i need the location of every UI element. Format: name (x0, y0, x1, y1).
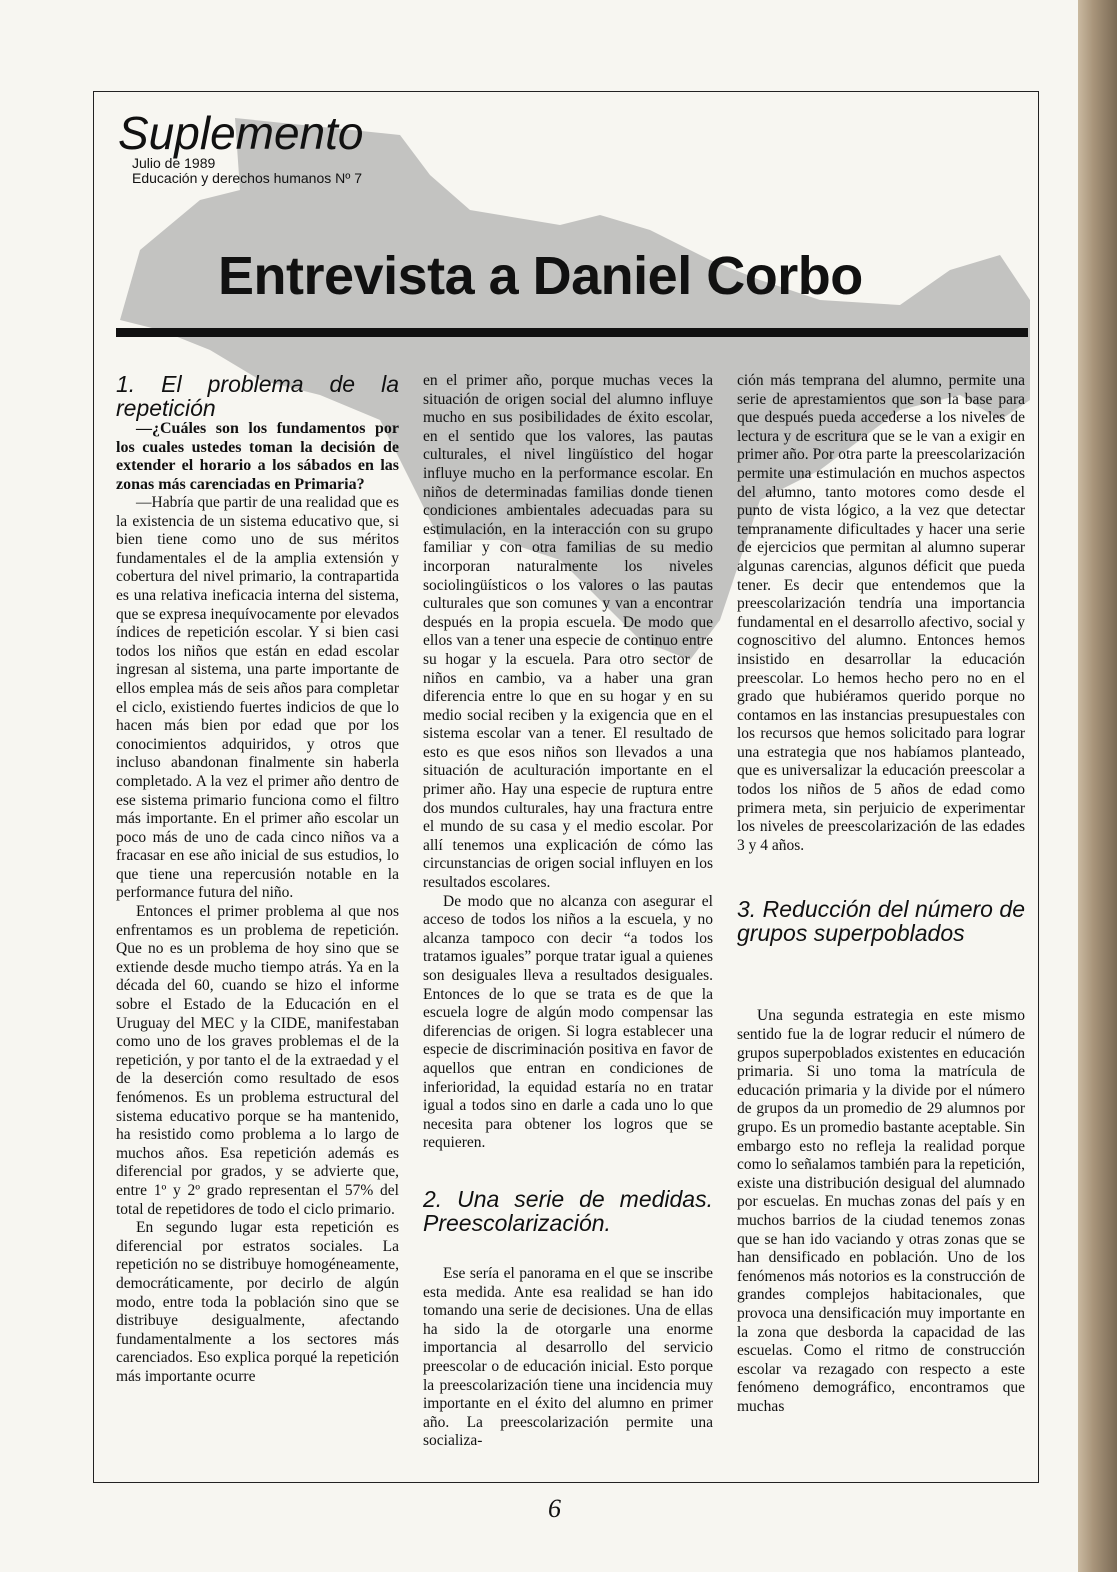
section-3-title: 3. Reducción del número de grupos superpoblados (737, 896, 1025, 947)
masthead (118, 107, 364, 186)
paragraph: ción más temprana del alumno, permite una serie de aprestamientos que son la base para que después pueda accederse a los niveles de lectura y de escritura que se le van a exigir en primer año. Por otra parte la preescolarización permite una estimulación en muchos aspectos del alumno, tanto motores como desde el punto de vista lógico, a la vez que detectar tempranamente dificultades y hacer una serie de ejercicios que permitan al alumno superar algunas carencias, algunos déficit que pueda tener. Es decir que entendemos que la preescolarización tendría una importancia fundamental en el desarrollo afectivo, social y cognoscitivo del alumno. Entonces hemos insistido en desarrollar la educación preescolar. Lo hemos hecho pero no en el grado que hubiéramos querido porque no contamos en las instancias presupuestales con los recursos que hemos solicitado para lograr una estrategia que nos habíamos planteado, que es universalizar la educación preescolar a todos los niños de 5 años de edad como primera meta, sin perjuicio de experimentar los niveles de preescolarización de las edades 3 y 4 años. (737, 372, 1025, 854)
paragraph: En segundo lugar esta repetición es diferencial por estratos sociales. La repetición no se distribuye homogéneamente, democráticamente, por decirlo de algún modo, entre toda la población sino que se distribuye desigualmente, afectando fundamentalmente a los sectores más carenciados. Eso explica porqué la repetición más importante ocurre (116, 1219, 399, 1385)
article-headline: Entrevista a Daniel Corbo (218, 246, 863, 306)
paragraph: en el primer año, porque muchas veces la situación de origen social del alumno influye mucho en sus posibilidades de éxito escolar, en el sentido que los valores, las pautas culturales, el nivel lingüístico del hogar influye mucho en la performance escolar. En niños de determinadas familias donde tienen condiciones ambientales adecuadas para su estimulación, en la interacción con su grupo familiar y con otra familias de su medio incorporan naturalmente los niveles sociolingüísticos o los valores o las pautas culturales que son comunes y van a encontrar después en la propia escuela. De modo que ellos van a tener una especie de continuo entre su hogar y la escuela. Para otro sector de niños en cambio, va a haber una gran diferencia entre lo que en su hogar y en su medio social reciben y la exigencia que en el sistema escolar van a tener. El resultado de esto es que esos niños son llevados a una situación de aculturación importante en el primer año. Hay una especie de ruptura entre dos mundos culturales, hay una fractura entre el mundo de su casa y el medio escolar. Por allí tenemos una explicación de cómo las circunstancias de origen social influyen en los resultados escolares. (423, 372, 713, 892)
headline-rule (116, 328, 1028, 337)
issue-date: Julio de 1989 (132, 155, 216, 171)
interview-question: —¿Cuáles son los fundamentos por los cuales ustedes toman la decisión de extender el horario a los sábados en las zonas más carenciadas en Primaria? (116, 420, 399, 493)
paragraph: —Habría que partir de una realidad que es la existencia de un sistema educativo que, si bien tiene como uno de sus méritos fundamentales el de la amplia extensión y cobertura del nivel primario, la contrapartida es una relativa ineficacia interna del sistema, que se expresa inequívocamente por elevados índices de repetición escolar. Y si bien casi todos los niños que están en edad escolar ingresan al sistema, una parte importante de ellos emplea más de seis años para completar el ciclo, existiendo fuertes indicios de que lo hacen más bien por edad que por los conocimientos adquiridos, y otros que incluso abandonan finalmente sin haberla completado. A la vez el primer año dentro de ese sistema primario funciona como el filtro más importante. En el primer año escolar un poco más de uno de cada cinco niños va a fracasar en ese año inicial de sus estudios, lo que tiene una repercusión notable en la performance futura del niño. (116, 494, 399, 902)
paragraph: De modo que no alcanza con asegurar el acceso de todos los niños a la escuela, y no alcanza tampoco con decir “a todos los tratamos iguales” porque tratar igual a quienes son desiguales lleva a resultados desiguales. Entonces de lo que se trata es de que la escuela logre de algún modo compensar las diferencias de origen. Si logra establecer una especie de discriminación positiva en favor de aquellos que entran en condiciones de inferioridad, la equidad estaría no en tratar igual a todos sino en darle a cada uno lo que necesita para obtener los logros que se requieren. (423, 892, 713, 1152)
column-3 (737, 372, 1025, 1417)
section-1-title: 1. El problema de la repetición (116, 371, 399, 421)
paragraph: Ese sería el panorama en el que se inscribe esta medida. Ante esa realidad se han ido tomando una serie de decisiones. Una de ellas ha sido la de otorgarle una enorme importancia al desarrollo del servicio preescolar o de educación inicial. Esto porque la preescolarización tiene una incidencia muy importante en el éxito del alumno en primer año. La preescolarización permite una socializa- (423, 1264, 713, 1450)
column-2 (423, 372, 713, 1451)
section-2-title: 2. Una serie de medidas. Preescolarización. (423, 1185, 713, 1236)
page-number: 6 (548, 1494, 561, 1523)
issue-series: Educación y derechos humanos Nº 7 (132, 170, 363, 186)
paragraph: Una segunda estrategia en este mismo sentido fue la de lograr reducir el número de grupos superpoblados existentes en educación primaria. Si uno toma la matrícula de educación primaria y la divide por el número de grupos da un promedio de 29 alumnos por grupo. Es un promedio bastante aceptable. Sin embargo esto no refleja la realidad porque como lo señalamos también para la repetición, existe una distribución desigual del alumnado por escuelas. En muchas zonas del país y en muchos barrios de la ciudad tenemos zonas que se han ido vaciando y otras zonas que se han densificado en población. Uno de los fenómenos más notorios es la construcción de grandes complejos habitacionales, que provoca una densificación muy importante en la zona que desborda la capacidad de las escuelas. Como el ritmo de construcción escolar va rezagado con respecto a este fenómeno demográfico, encontramos que muchas (737, 1007, 1025, 1415)
paragraph: Entonces el primer problema al que nos enfrentamos es un problema de repetición. Que no es un problema de hoy sino que se extiende desde mucho tiempo atrás. Ya en la década del 60, cuando se hizo el informe sobre el Estado de la Educación en el Uruguay del MEC y la CIDE, manifestaban como uno de los graves problemas el de la repetición, y por tanto el de la extraedad y el de la deserción como resultado de esos fenómenos. Es un problema estructural del sistema educativo porque se ha mantenido, ha resistido como problema a lo largo de muchos años. Esa repetición además es diferencial por grados, y se advierte que, entre 1º y 2º grado representan el 57% del total de repetidores de todo el ciclo primario. (116, 903, 399, 1218)
column-1 (116, 372, 399, 1387)
supplement-title: Suplemento (118, 107, 364, 159)
